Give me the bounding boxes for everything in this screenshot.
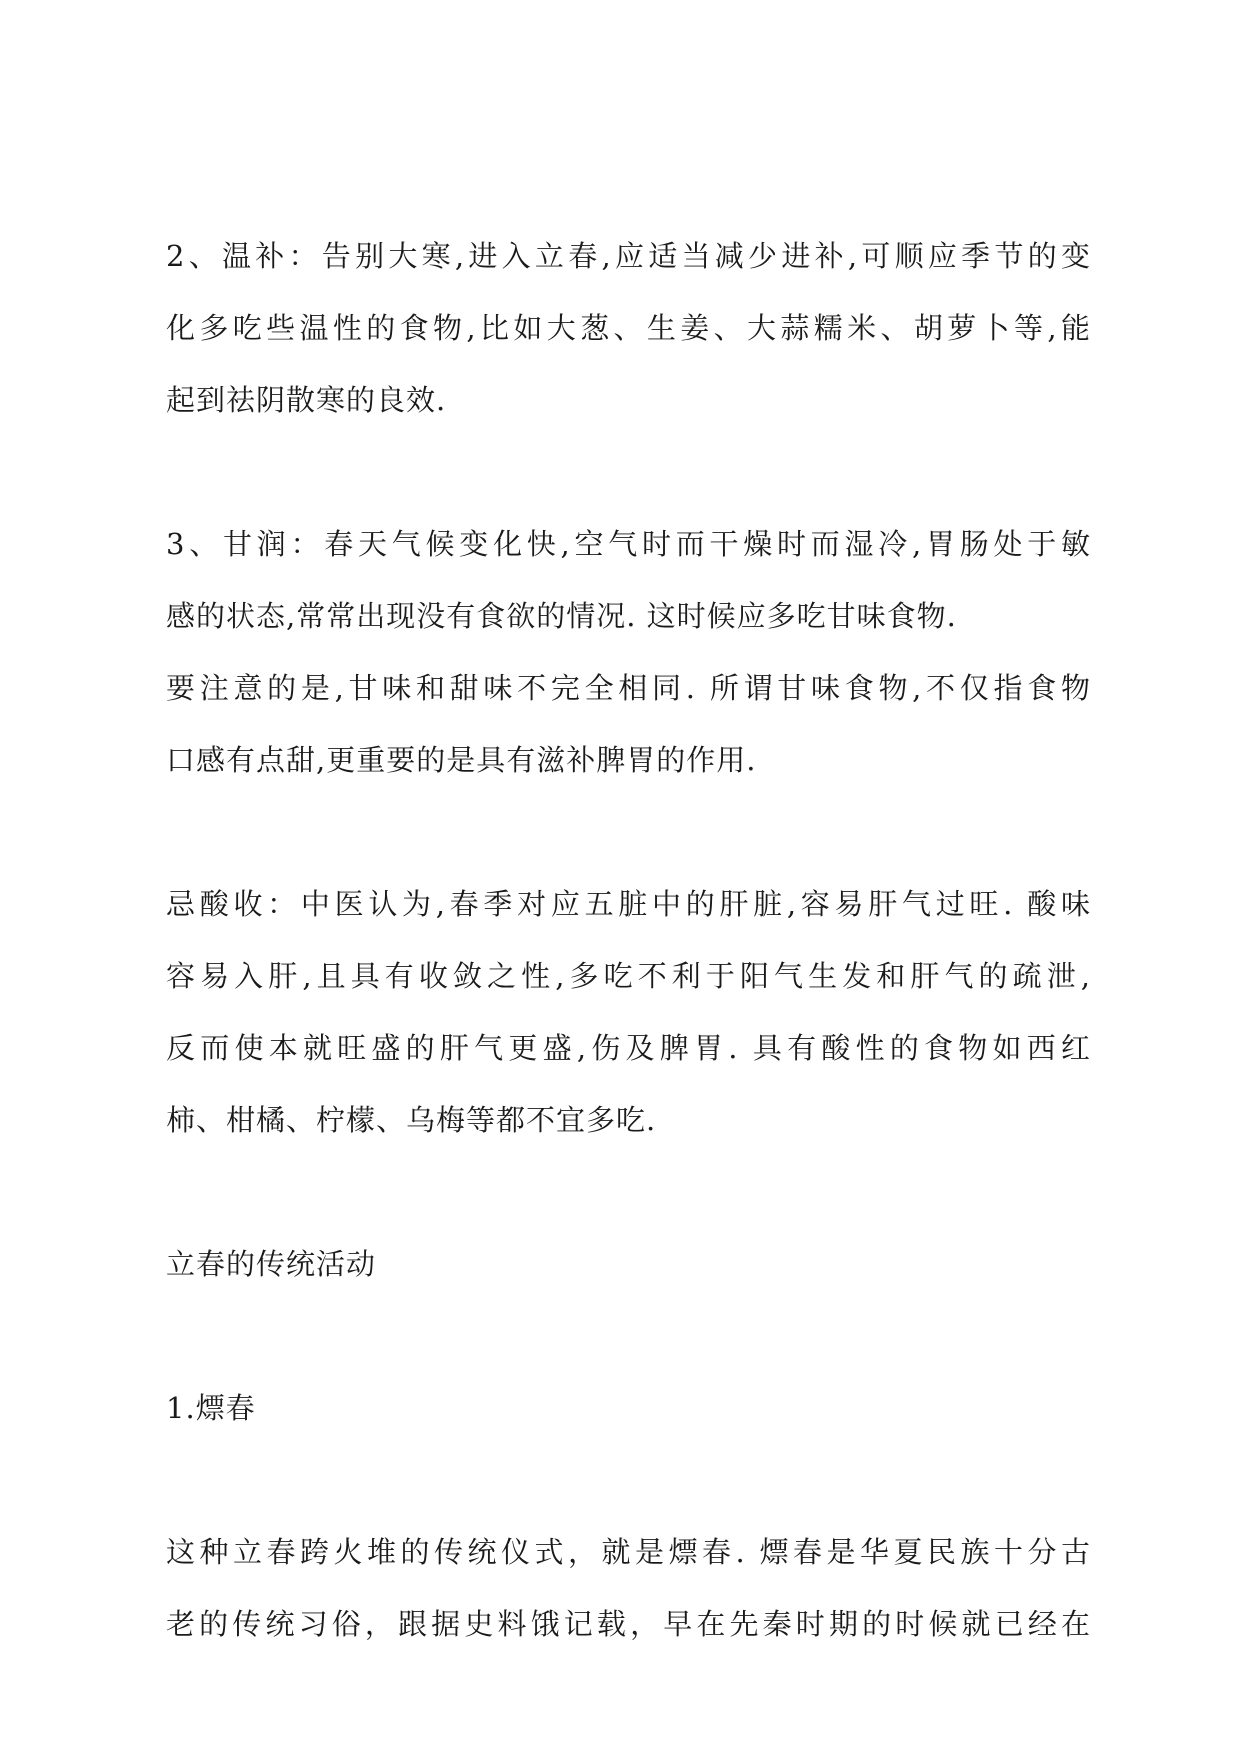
paragraph-tanchun-body: [166, 1516, 1091, 1660]
document-body: [166, 220, 1091, 1660]
text-line: 忌酸收：中医认为,春季对应五脏中的肝脏,容易肝气过旺. 酸味: [166, 887, 1091, 921]
text-line: 这种立春跨火堆的传统仪式，就是熛春. 熛春是华夏民族十分古: [166, 1535, 1091, 1569]
text-line: 3、甘润：春天气候变化快,空气时而干燥时而湿冷,胃肠处于敏: [166, 527, 1091, 561]
paragraph-sweet-moist: [166, 508, 1091, 796]
text-line: 化多吃些温性的食物,比如大葱、生姜、大蒜糯米、胡萝卜等,能: [166, 311, 1091, 345]
text-line: 反而使本就旺盛的肝气更盛,伤及脾胃. 具有酸性的食物如西红: [166, 1031, 1091, 1065]
text-line: 容易入肝,且具有收敛之性,多吃不利于阳气生发和肝气的疏泄,: [166, 959, 1091, 993]
heading-text: 1.熛春: [166, 1391, 256, 1425]
text-line: 2、温补：告别大寒,进入立春,应适当减少进补,可顺应季节的变: [166, 239, 1091, 273]
text-line: 感的状态,常常出现没有食欲的情况. 这时候应多吃甘味食物.: [166, 599, 957, 633]
subheading-tanchun: [166, 1372, 1091, 1444]
text-line: 口感有点甜,更重要的是具有滋补脾胃的作用.: [166, 743, 757, 777]
heading-text: 立春的传统活动: [166, 1247, 377, 1281]
section-heading-activities: [166, 1228, 1091, 1300]
text-line: 起到祛阴散寒的良效.: [166, 383, 447, 417]
paragraph-warm-tonic: [166, 220, 1091, 436]
text-line: 要注意的是,甘味和甜味不完全相同. 所谓甘味食物,不仅指食物: [166, 671, 1091, 705]
paragraph-avoid-sour: [166, 868, 1091, 1156]
text-line: 柿、柑橘、柠檬、乌梅等都不宜多吃.: [166, 1103, 657, 1137]
text-line: 老的传统习俗，跟据史料饿记载，早在先秦时期的时候就已经在: [166, 1607, 1091, 1641]
